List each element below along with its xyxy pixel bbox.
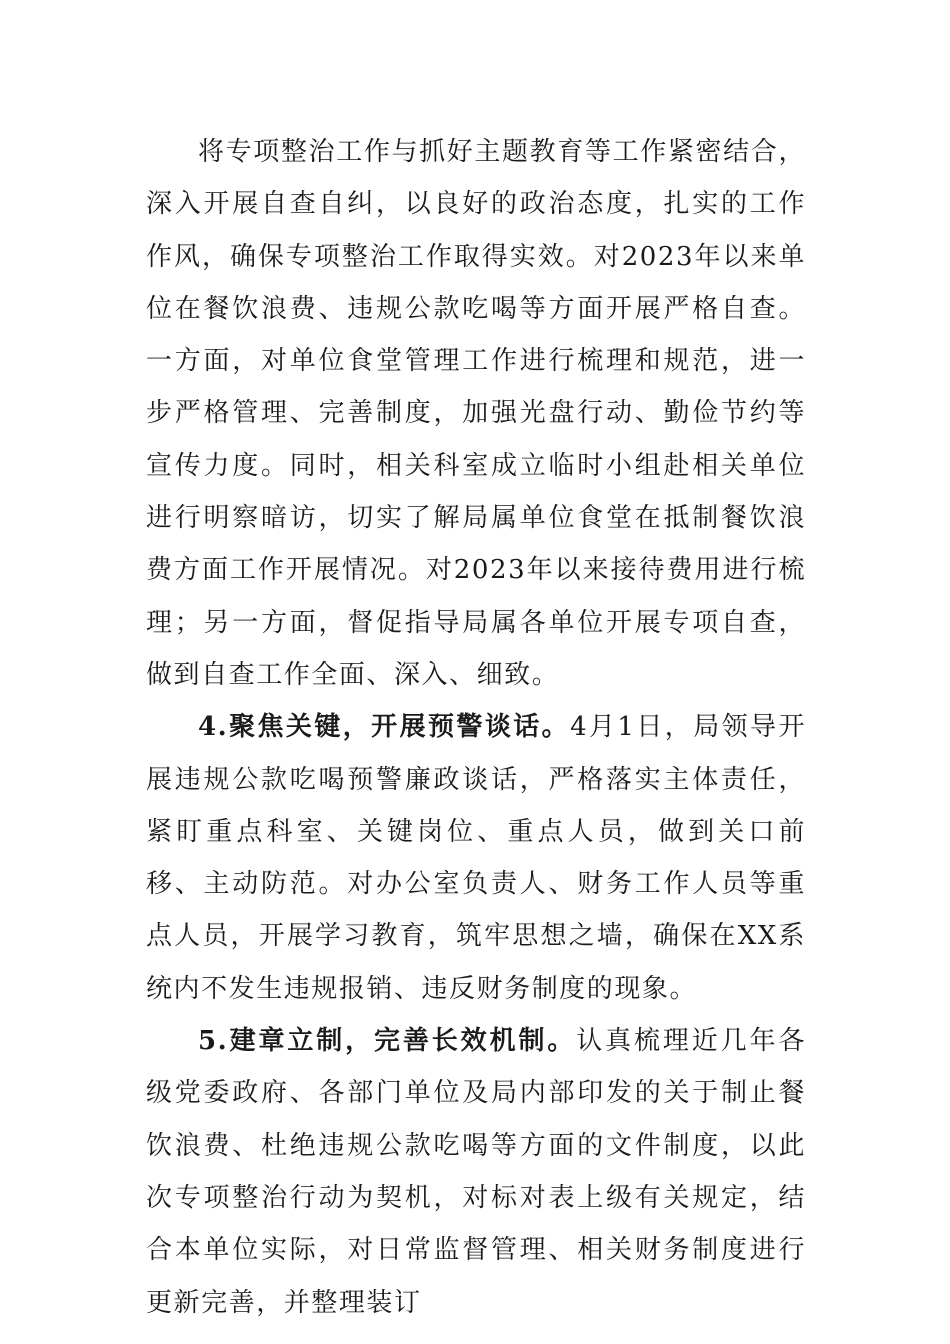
paragraph-self-inspection: [146, 126, 806, 701]
paragraph-heading: 5.建章立制，完善长效机制。: [198, 1026, 577, 1057]
paragraph-heading: 4.聚焦关键，开展预警谈话。: [198, 712, 571, 743]
paragraph-long-term-mechanism: [146, 1015, 806, 1329]
document-body: [146, 126, 806, 1329]
paragraph-body: 将专项整治工作与抓好主题教育等工作紧密结合，深入开展自查自纠，以良好的政治态度，扎实的工作作风，确保专项整治工作取得实效。对2023年以来单位在餐饮浪费、违规公款吃喝等方面开展严格自查。一方面，对单位食堂管理工作进行梳理和规范，进一步严格管理、完善制度，加强光盘行动、勤俭节约等宣传力度。同时，相关科室成立临时小组赴相关单位进行明察暗访，切实了解局属单位食堂在抵制餐饮浪费方面工作开展情况。对2023年以来接待费用进行梳理；另一方面，督促指导局属各单位开展专项自查，做到自查工作全面、深入、细致。: [146, 137, 806, 690]
paragraph-body: 认真梳理近几年各级党委政府、各部门单位及局内部印发的关于制止餐饮浪费、杜绝违规公款吃喝等方面的文件制度，以此次专项整治行动为契机，对标对表上级有关规定，结合本单位实际，对日常监督管理、相关财务制度进行更新完善，并整理装订: [146, 1026, 806, 1318]
paragraph-body: 4月1日，局领导开展违规公款吃喝预警廉政谈话，严格落实主体责任，紧盯重点科室、关键岗位、重点人员，做到关口前移、主动防范。对办公室负责人、财务工作人员等重点人员，开展学习教育，筑牢思想之墙，确保在XX系统内不发生违规报销、违反财务制度的现象。: [146, 712, 806, 1004]
paragraph-warning-talk: [146, 701, 806, 1015]
